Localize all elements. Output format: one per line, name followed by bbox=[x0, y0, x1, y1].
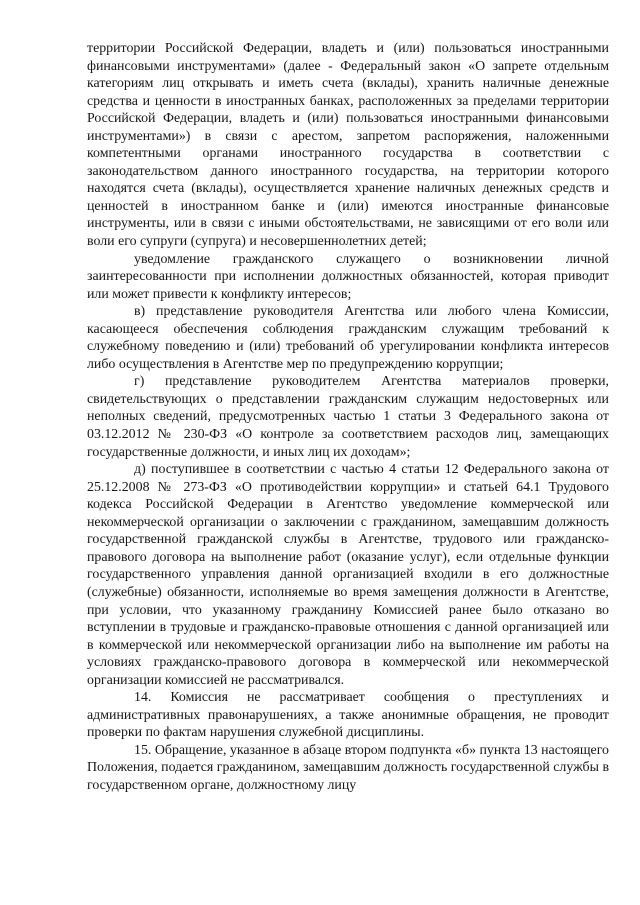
paragraph-item-g: г) представление руководителем Агентства материалов проверки, свидетельствующих о представлении гражданским служащим недостоверных или неполных сведений, предусмотренных частью 1 статьи 3 Федерального закона от 03.12.2012 № 230-ФЗ «О контроле за соответствием расходов лиц, замещающих государственные должности, и иных лиц их доходам»; bbox=[87, 374, 609, 460]
paragraph-notification: уведомление гражданского служащего о возникновении личной заинтересованности при исполнении должностных обязанностей, которая приводит или может привести к конфликту интересов; bbox=[87, 251, 609, 302]
paragraph-clause-15: 15. Обращение, указанное в абзаце втором подпункта «б» пункта 13 настоящего Положения, подается гражданином, замещавшим должность государственной службы в государственном органе, должностному лицу bbox=[87, 742, 609, 793]
paragraph-continuation: территории Российской Федерации, владеть и (или) пользоваться иностранными финансовыми инструментами» (далее - Федеральный закон «О запрете отдельным категориям лиц открывать и иметь счета (вклады), хранить наличные денежные средства и ценности в иностранных банках, расположенных за пределами территории Российской Федерации, владеть и (или) пользоваться иностранными финансовыми инструментами») в связи с арестом, запретом распоряжения, наложенными компетентными органами иностранного государства в соответствии с законодательством данного иностранного государства, на территории которого находятся счета (вклады), осуществляется хранение наличных денежных средств и ценностей в иностранном банке и (или) имеются иностранные финансовые инструменты, или в связи с иными обстоятельствами, не зависящими от его воли или воли его супруги (супруга) и несовершеннолетних детей; bbox=[87, 41, 609, 250]
paragraph-clause-14: 14. Комиссия не рассматривает сообщения о преступлениях и административных правонарушениях, а также анонимные обращения, не проводит проверки по фактам нарушения служебной дисциплины. bbox=[87, 690, 609, 741]
paragraph-item-v: в) представление руководителя Агентства или любого члена Комиссии, касающееся обеспечения соблюдения гражданским служащим требований к служебному поведению и (или) требований об урегулировании конфликта интересов либо осуществления в Агентстве мер по предупреждению коррупции; bbox=[87, 304, 609, 372]
document-body bbox=[87, 40, 609, 795]
paragraph-item-d: д) поступившее в соответствии с частью 4 статьи 12 Федерального закона от 25.12.2008 № 273-ФЗ «О противодействии коррупции» и статьей 64.1 Трудового кодекса Российской Федерации в Агентство уведомление коммерческой или некоммерческой организации о заключении с гражданином, замещавшим должность государственной гражданской службы в Агентстве, трудового или гражданско-правового договора на выполнение работ (оказание услуг), если отдельные функции государственного управления данной организацией входили в его должностные (служебные) обязанности, исполняемые во время замещения должности в Агентстве, при условии, что указанному гражданину Комиссией ранее было отказано во вступлении в трудовые и гражданско-правовые отношения с данной организацией или в коммерческой или некоммерческой организации либо на выполнение им работы на условиях гражданско-правового договора в коммерческой или некоммерческой организации комиссией не рассматривался. bbox=[87, 462, 609, 688]
